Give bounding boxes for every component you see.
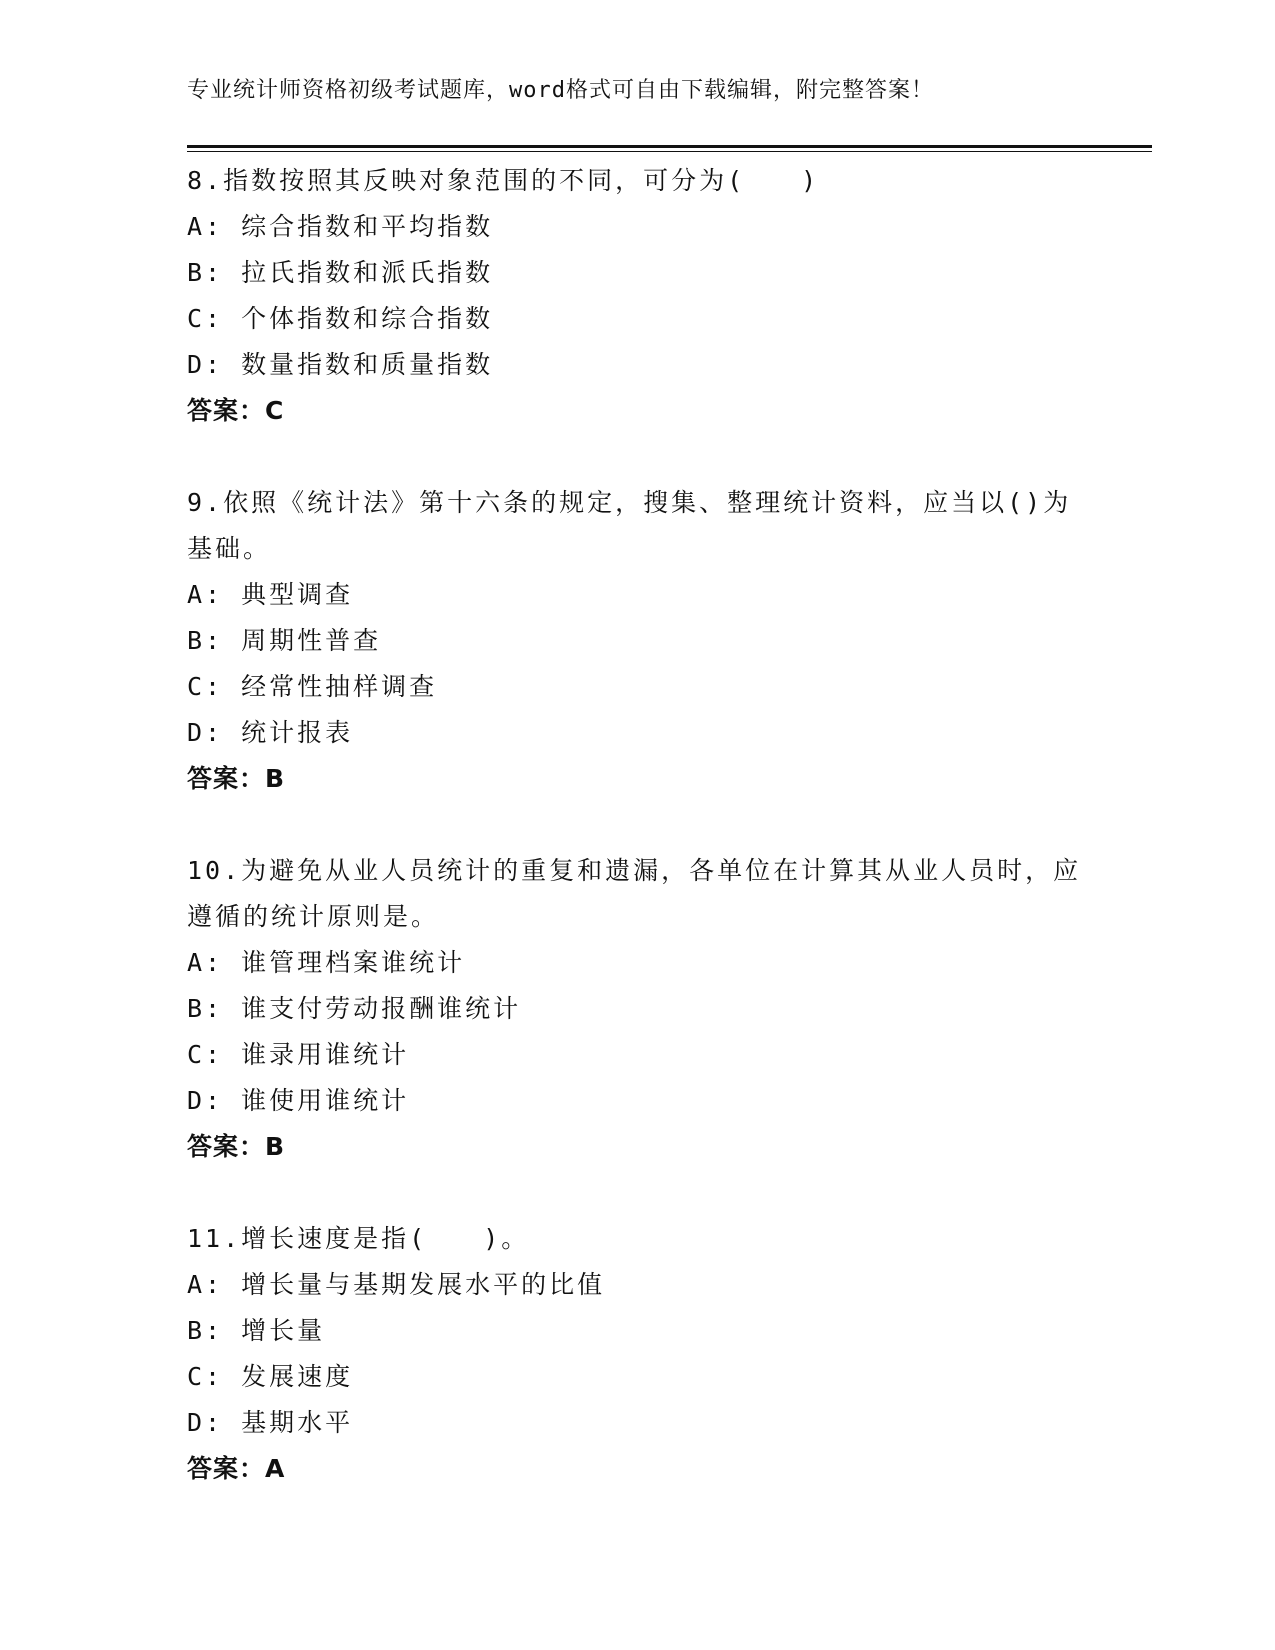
question-stem: 9.依照《统计法》第十六条的规定，搜集、整理统计资料，应当以()为基础。 (187, 488, 1072, 563)
option-a: A: 谁管理档案谁统计 (187, 948, 466, 977)
option-b: B: 增长量 (187, 1316, 326, 1345)
question-8 (187, 158, 1087, 434)
answer: 答案：C (187, 396, 285, 425)
option-d: D: 数量指数和质量指数 (187, 350, 494, 379)
option-d: D: 基期水平 (187, 1408, 354, 1437)
option-c: C: 经常性抽样调查 (187, 672, 438, 701)
question-stem: 11.增长速度是指( )。 (187, 1224, 530, 1253)
question-11 (187, 1216, 1087, 1492)
option-c: C: 谁录用谁统计 (187, 1040, 410, 1069)
header-divider-thin (187, 151, 1152, 152)
header-divider-thick (187, 145, 1152, 148)
option-b: B: 谁支付劳动报酬谁统计 (187, 994, 522, 1023)
question-stem: 10.为避免从业人员统计的重复和遗漏，各单位在计算其从业人员时，应遵循的统计原则是。 (187, 856, 1082, 931)
option-c: C: 发展速度 (187, 1362, 354, 1391)
option-a: A: 典型调查 (187, 580, 354, 609)
answer: 答案：B (187, 764, 286, 793)
option-a: A: 增长量与基期发展水平的比值 (187, 1270, 606, 1299)
option-d: D: 谁使用谁统计 (187, 1086, 410, 1115)
question-list (187, 158, 1087, 1538)
answer: 答案：A (187, 1454, 286, 1483)
option-d: D: 统计报表 (187, 718, 354, 747)
option-b: B: 周期性普查 (187, 626, 382, 655)
answer: 答案：B (187, 1132, 286, 1161)
question-stem: 8.指数按照其反映对象范围的不同，可分为( ) (187, 166, 820, 195)
question-9 (187, 480, 1087, 802)
option-a: A: 综合指数和平均指数 (187, 212, 494, 241)
option-c: C: 个体指数和综合指数 (187, 304, 494, 333)
question-10 (187, 848, 1087, 1170)
option-b: B: 拉氏指数和派氏指数 (187, 258, 494, 287)
page-header: 专业统计师资格初级考试题库，word格式可自由下载编辑，附完整答案！ (187, 78, 934, 103)
